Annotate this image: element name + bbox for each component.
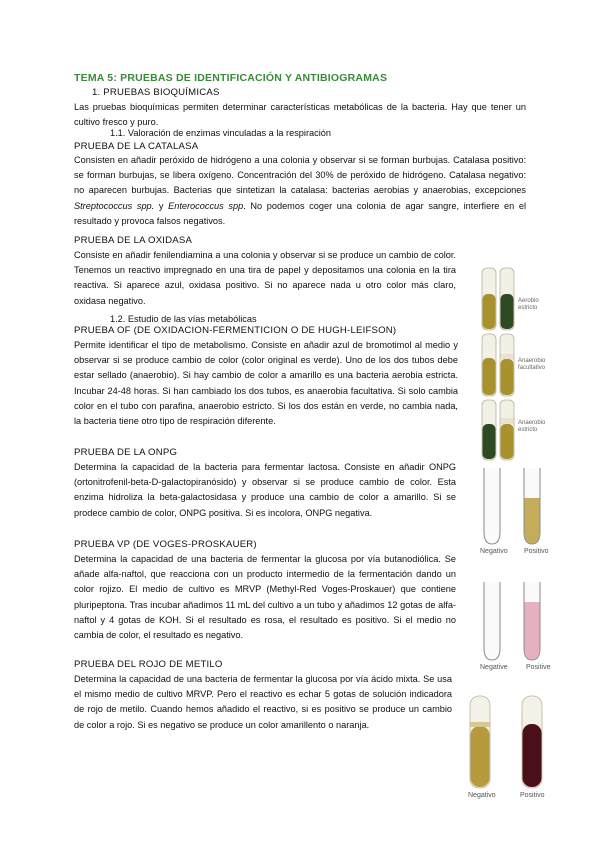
of-tube-yellow [483, 294, 496, 329]
oxidasa-paragraph: Consiste en añadir fenilendiamina a una colonia y observar si se produce un cambio de color. Tenemos un reactivo impregnado en una tira de papel y depositamos una colonia en la tira reactiva. Si aparece azul, oxidasa positivo. Si no aparece nada u otro color más claro, oxidasa negativo. [74, 250, 456, 306]
catalasa-paragraph [74, 153, 526, 229]
of-label-1: Aerobio estricto [518, 298, 539, 311]
vp-tube-negative [484, 582, 500, 660]
catalasa-italic-2: Enterococcus spp [168, 200, 244, 211]
of-label-2: Anaerobio facultativo [518, 358, 546, 371]
oxidasa-heading: PRUEBA DE LA OXIDASA [74, 235, 193, 246]
vp-heading: PRUEBA VP (DE VOGES-PROSKAUER) [74, 539, 257, 550]
of-tube-green [501, 294, 514, 329]
page-title: TEMA 5: PRUEBAS DE IDENTIFICACIÓN Y ANTIBIOGRAMAS [74, 72, 388, 84]
of-label-3: Anaerobio estricto [518, 420, 546, 433]
of-row-facultativo [482, 334, 514, 396]
rm-tube-positive [523, 724, 542, 787]
of-row-estricto [482, 400, 514, 460]
of-heading: PRUEBA OF (DE OXIDACION-FERMENTICION O DE HUGH-LEIFSON) [74, 325, 397, 336]
section-heading: 1. PRUEBAS BIOQUÍMICAS [92, 87, 220, 98]
vp-tubes-figure [476, 580, 556, 664]
onpg-tube-negative [484, 468, 500, 544]
subsection-heading: 1.1. Valoración de enzimas vinculadas a la respiración [110, 128, 331, 138]
onpg-negative-label: Negativo [480, 548, 508, 555]
onpg-tubes-figure [476, 466, 556, 548]
catalasa-text-b: y [154, 200, 169, 211]
onpg-heading: PRUEBA DE LA ONPG [74, 447, 178, 458]
rm-tubes-figure [464, 694, 564, 790]
of-paragraph: Permite identificar el tipo de metabolismo. Consiste en añadir azul de bromotimol al medio y observar si se produce cambio de color (color original es verde). Uno de los dos tubos debe estar sellado (anaerobio). Si hay cambio de color a amarillo es una bacteria aerobia estricta. Incubar 24-48 horas. Si han cambiado los dos tubos, es anaerobia facultativa. Si solo cambia color en el tubo con parafina, anaerobio estricto. Si los dos están en verde, no cambia nada, la bacteria tiene otro tipo de respiración diferente. [74, 340, 458, 427]
vp-positive-label: Positive [526, 664, 551, 671]
rm-negative-label: Negativo [468, 792, 496, 799]
catalasa-text-a: Consisten en añadir peróxido de hidrógeno a una colonia y observar si se forman burbujas. Catalasa positivo: se forman burbujas, se libera oxígeno. Concentración del 30% de peróxido de hidrógeno. Catalasa negativo: no aparecen burbujas. Bacterias que sintetizan la catalasa: bacterias aerobias y anaerobias, excepciones [74, 155, 526, 196]
onpg-tube-positive [525, 498, 540, 544]
onpg-paragraph: Determina la capacidad de la bacteria para fermentar lactosa. Consiste en añadir ONPG (ortonitrofenil-beta-D-galactopiranósido) y observar si se produce cambio de color. Esta enzima hidroliza la beta-galactosidasa y produce una cambio de color a amarillo. Si se prodece cambio de color, ONPG positiva. Si es incolora, ONPG negativa. [74, 462, 456, 518]
subsection-heading-2: 1.2. Estudio de las vías metabólicas [110, 314, 257, 324]
catalasa-italic-1: Streptococcus spp. [74, 200, 155, 211]
vp-negative-label: Negative [480, 664, 508, 671]
catalasa-heading: PRUEBA DE LA CATALASA [74, 141, 199, 152]
vp-paragraph: Determina la capacidad de una bacteria de fermentar la glucosa por vía butanodiólica. Se añade alfa-naftol, que reacciona con un producto intermedio de la fermentación dando un color rojizo. El medio de cultivo es MRVP (Methyl-Red Voges-Proskauer) que contiene pluripeptona. Tras incubar añadimos 11 mL del cultivo a un tubo y añadimos 12 gotas de alfa-naftol y 4 gotas de KOH. Si el resultado es rosa, el resultado es positivo. Si el medio no cambia de color, el resultado es negativo. [74, 554, 456, 641]
rm-tube-negative [471, 726, 490, 787]
catalasa-text-c: . No podemos coger una colonia de agar sangre, interfiere en el resultado y provoca falsos negativos. [74, 200, 526, 226]
rm-positive-label: Positivo [520, 792, 545, 799]
onpg-positive-label: Positivo [524, 548, 549, 555]
intro-paragraph: Las pruebas bioquímicas permiten determinar características metabólicas de la bacteria. Hay que tener un cultivo fresco y puro. [74, 102, 526, 128]
rm-heading: PRUEBA DEL ROJO DE METILO [74, 659, 223, 670]
rm-paragraph: Determina la capacidad de una bacteria de fermentar la glucosa por vía ácido mixta. Se usa el mismo medio de cultivo MRVP. Pero el reactivo es echar 5 gotas de solución indicadora de rojo de metilo. Cuando hemos añadido el reactivo, si es positivo se produce un cambio de color a rojo. Si es negativo se produce un color amarillento o naranja. [74, 674, 452, 730]
of-row-aerobio [482, 268, 514, 330]
vp-tube-positive [525, 602, 540, 660]
